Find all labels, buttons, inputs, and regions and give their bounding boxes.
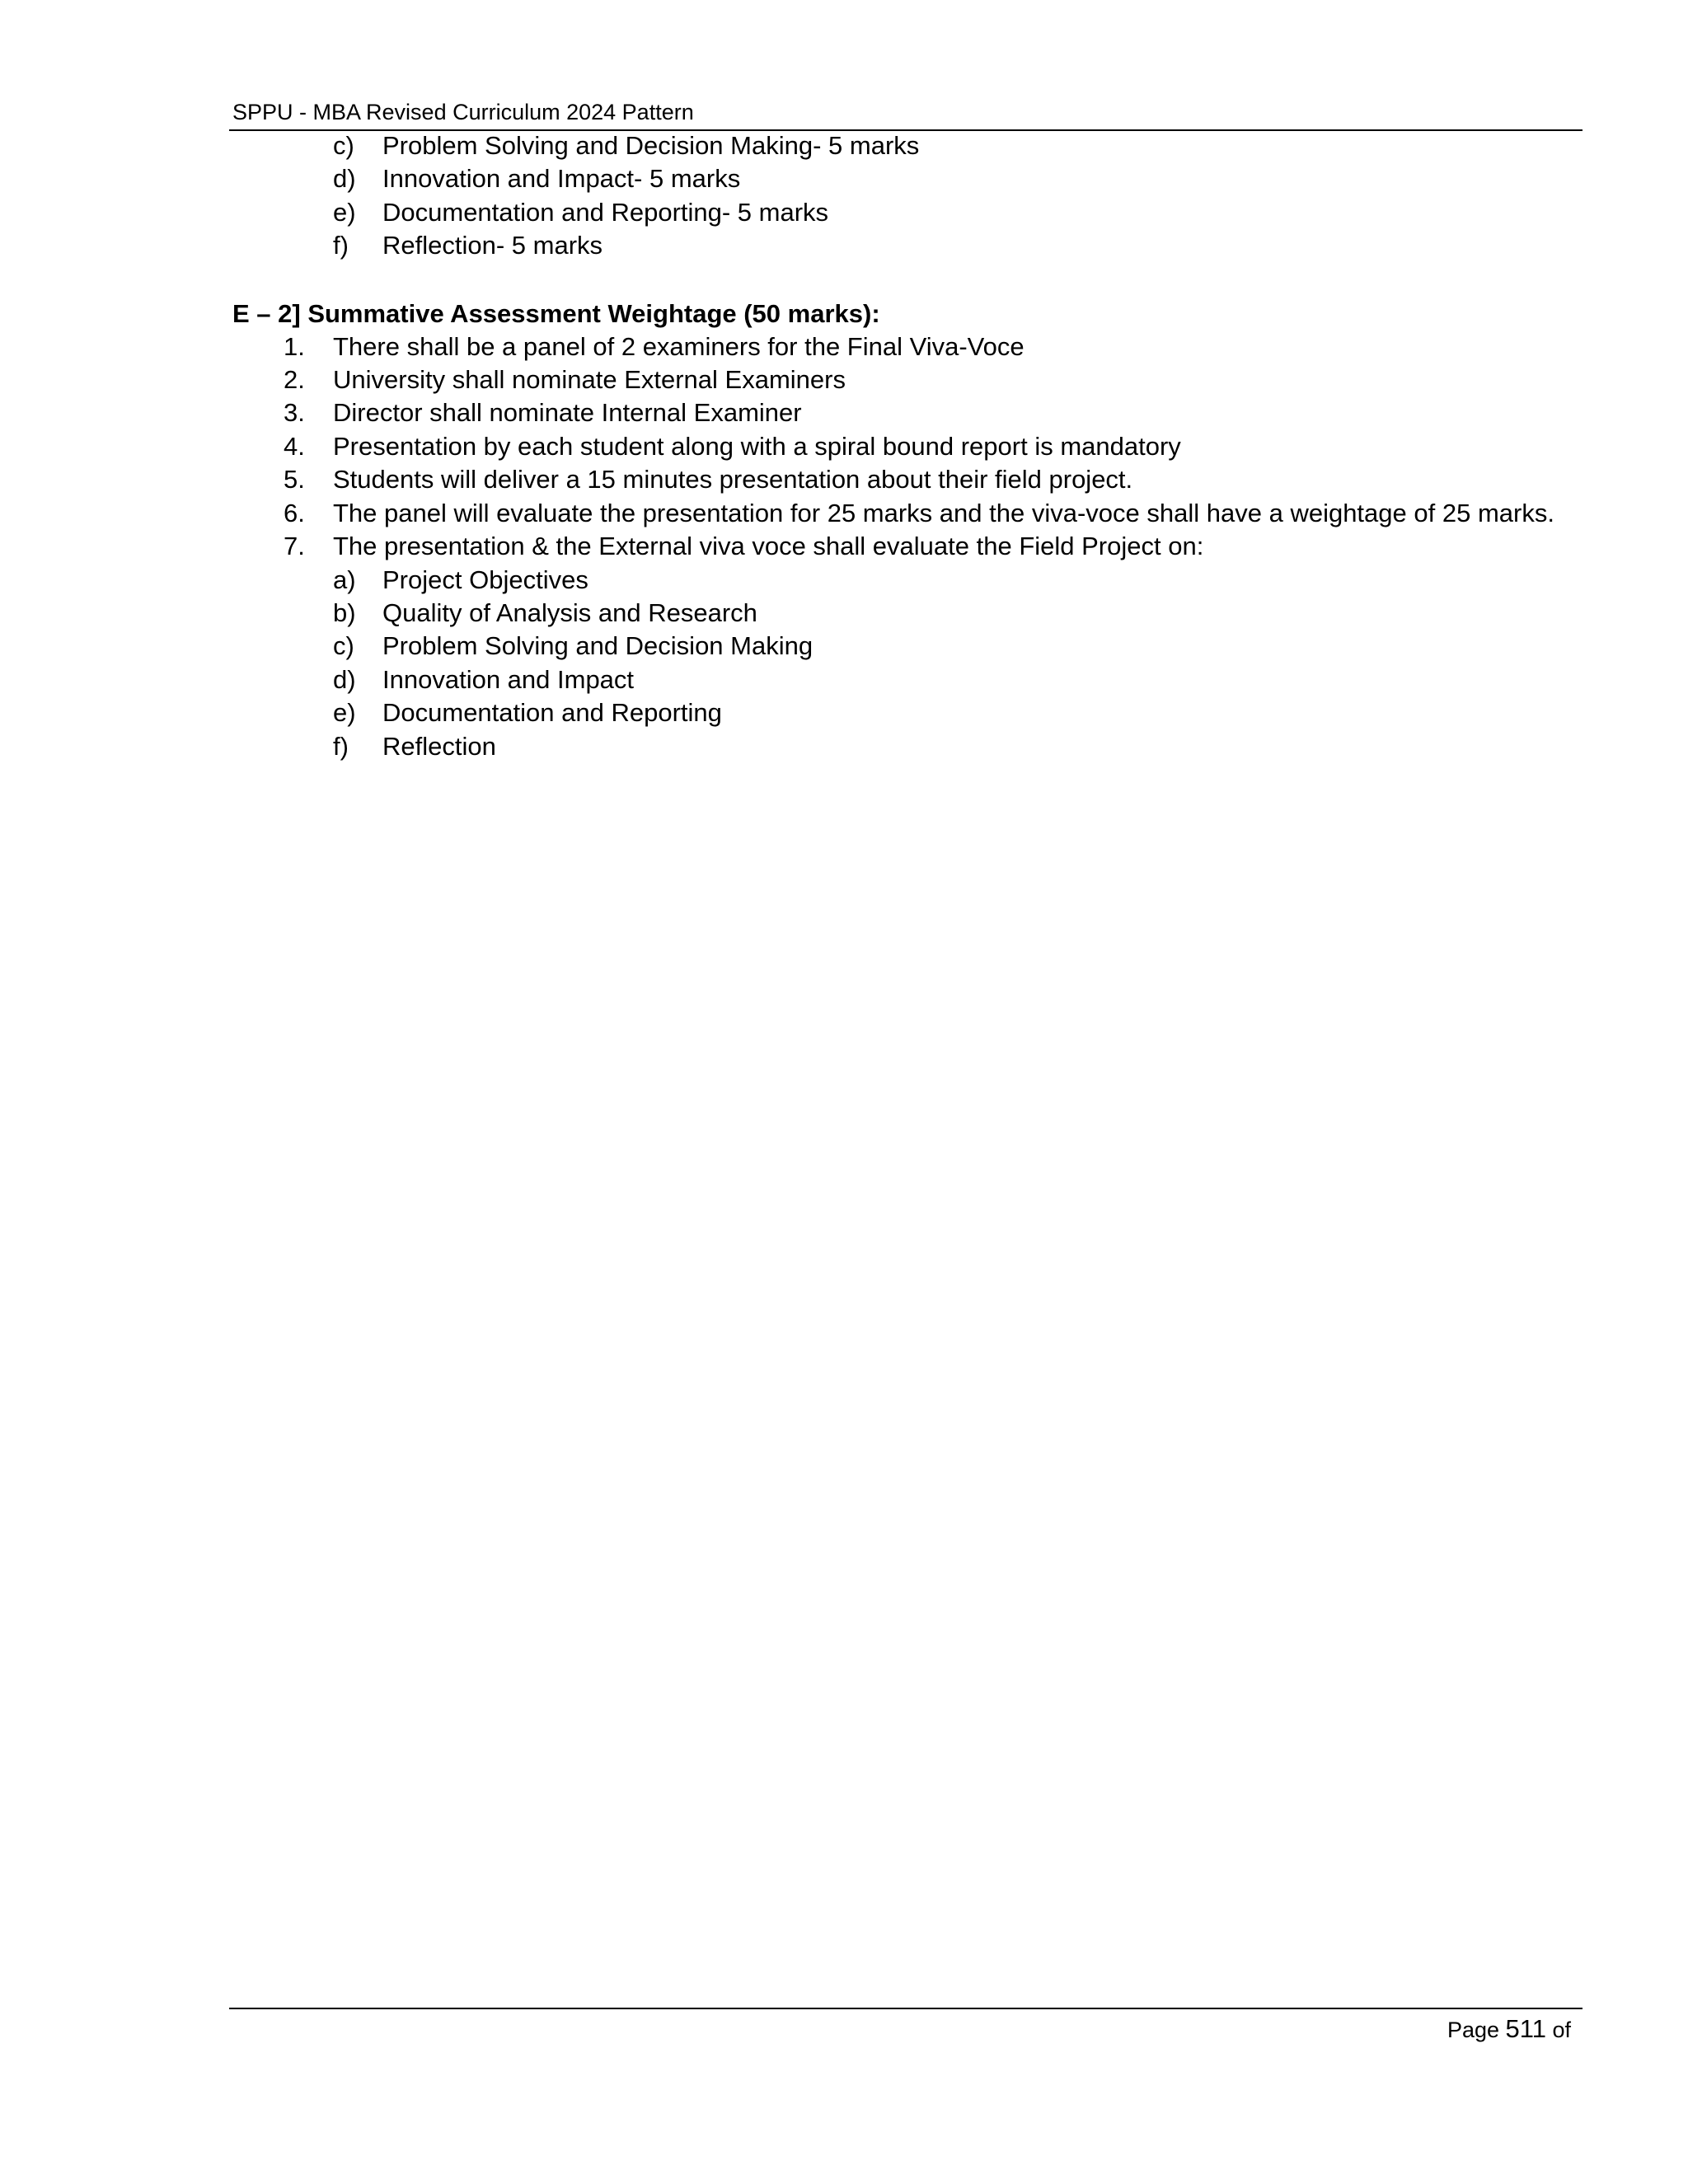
list-item-number: 5. xyxy=(284,465,305,494)
list-item-marker: e) xyxy=(333,198,356,227)
list-item: The panel will evaluate the presentation for 25 marks and the viva-voce shall have a weightage of 25 marks. xyxy=(333,499,1554,527)
list-item-marker: d) xyxy=(333,164,356,193)
list-item-number: 3. xyxy=(284,398,305,427)
page-number: 511 xyxy=(1505,2014,1546,2043)
list-item: University shall nominate External Examiners xyxy=(333,365,846,394)
list-item: Innovation and Impact- 5 marks xyxy=(382,164,741,193)
list-item-number: 4. xyxy=(284,432,305,461)
section-heading: E – 2] Summative Assessment Weightage (50 marks): xyxy=(232,299,880,328)
list-item: Students will deliver a 15 minutes presentation about their field project. xyxy=(333,465,1133,494)
sub-item-marker: f) xyxy=(333,732,349,761)
sub-item: Problem Solving and Decision Making xyxy=(382,631,814,660)
sub-item: Innovation and Impact xyxy=(382,665,635,694)
page-prefix: Page xyxy=(1447,2018,1500,2042)
list-item-number: 6. xyxy=(284,499,305,527)
sub-item-marker: c) xyxy=(333,631,354,660)
list-item-number: 2. xyxy=(284,365,305,394)
list-item: The presentation & the External viva voce shall evaluate the Field Project on: xyxy=(333,532,1204,560)
list-item: Documentation and Reporting- 5 marks xyxy=(382,198,829,227)
sub-item: Quality of Analysis and Research xyxy=(382,598,757,627)
list-item: Presentation by each student along with a spiral bound report is mandatory xyxy=(333,432,1181,461)
list-item-number: 7. xyxy=(284,532,305,560)
sub-item: Reflection xyxy=(382,732,496,761)
list-item: Director shall nominate Internal Examiner xyxy=(333,398,802,427)
list-item-marker: f) xyxy=(333,231,349,260)
list-item: Reflection- 5 marks xyxy=(382,231,603,260)
sub-item-marker: a) xyxy=(333,565,356,594)
sub-item: Project Objectives xyxy=(382,565,588,594)
footer-divider xyxy=(229,2008,1582,2009)
sub-item-marker: d) xyxy=(333,665,356,694)
page-suffix: of xyxy=(1552,2018,1571,2042)
list-item-marker: c) xyxy=(333,131,354,160)
sub-item-marker: b) xyxy=(333,598,356,627)
sub-item-marker: e) xyxy=(333,698,356,727)
header-title: SPPU - MBA Revised Curriculum 2024 Pattern xyxy=(232,100,694,124)
sub-item: Documentation and Reporting xyxy=(382,698,722,727)
page-number-label xyxy=(1447,2013,1571,2046)
list-item: Problem Solving and Decision Making- 5 marks xyxy=(382,131,920,160)
list-item: There shall be a panel of 2 examiners for the Final Viva-Voce xyxy=(333,332,1025,361)
list-item-number: 1. xyxy=(284,332,305,361)
